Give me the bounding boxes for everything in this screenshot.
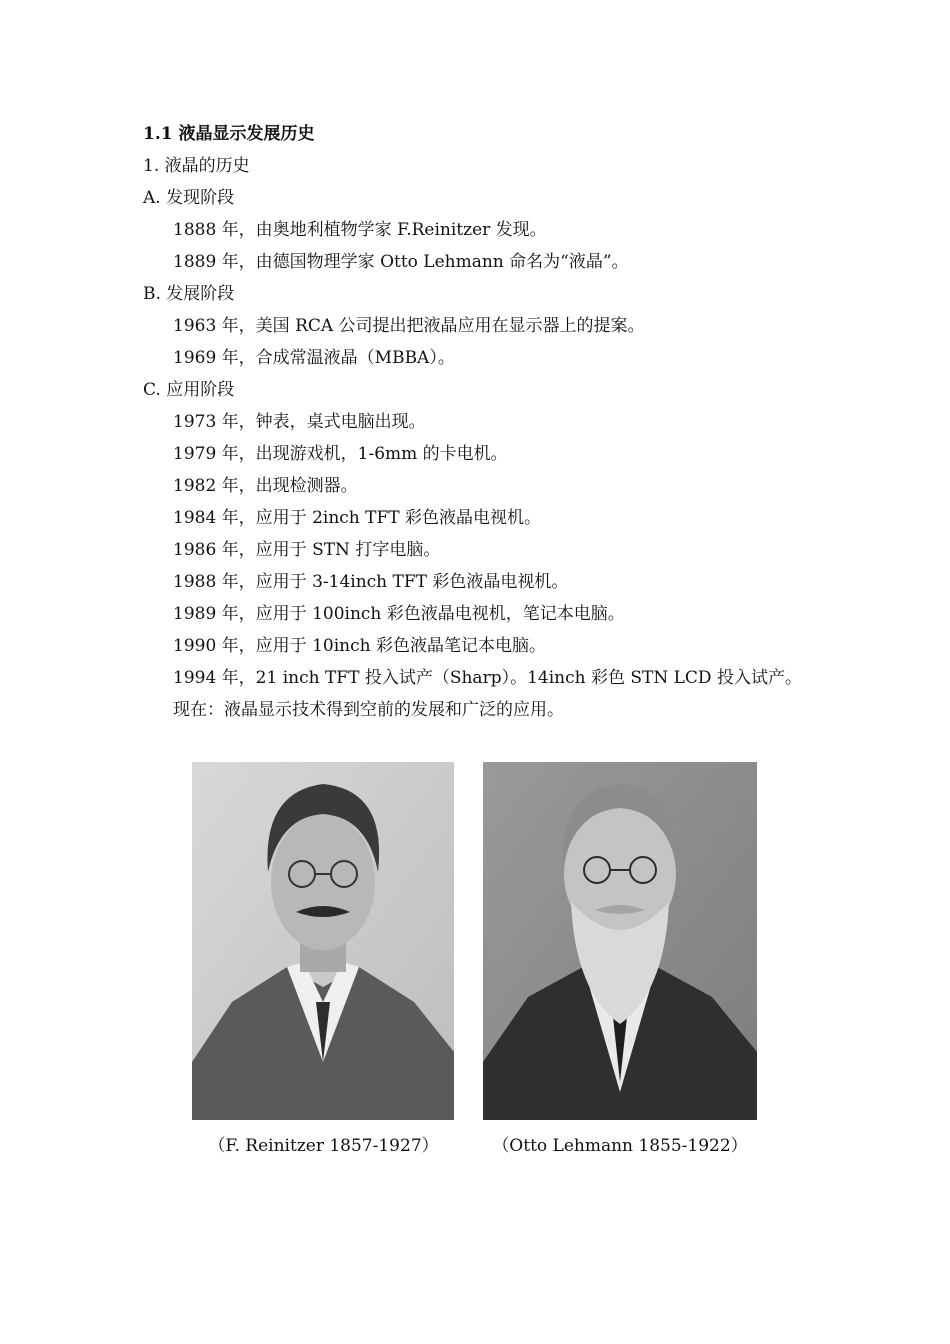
section-title: 1.1 液晶显示发展历史 bbox=[143, 124, 315, 144]
timeline-entry: 1989 年，应用于 100inch 彩色液晶电视机，笔记本电脑。 bbox=[173, 604, 625, 624]
stage-label-discovery: A. 发现阶段 bbox=[143, 188, 235, 208]
stage-label-application: C. 应用阶段 bbox=[143, 380, 235, 400]
caption-lehmann: （Otto Lehmann 1855-1922） bbox=[492, 1136, 748, 1156]
portrait-lehmann bbox=[483, 762, 757, 1120]
timeline-entry: 现在：液晶显示技术得到空前的发展和广泛的应用。 bbox=[173, 700, 564, 720]
timeline-entry: 1988 年，应用于 3-14inch TFT 彩色液晶电视机。 bbox=[173, 572, 569, 592]
timeline-entry: 1994 年，21 inch TFT 投入试产（Sharp）。14inch 彩色 STN LCD 投入试产。 bbox=[173, 668, 802, 688]
portrait-lehmann-image bbox=[483, 762, 757, 1120]
stage-label-development: B. 发展阶段 bbox=[143, 284, 235, 304]
portrait-reinitzer-image bbox=[192, 762, 454, 1120]
text-body bbox=[143, 118, 843, 726]
portrait-reinitzer bbox=[192, 762, 454, 1120]
section-subtitle: 1. 液晶的历史 bbox=[143, 156, 250, 176]
timeline-entry: 1979 年，出现游戏机，1-6mm 的卡电机。 bbox=[173, 444, 508, 464]
timeline-entry: 1973 年，钟表，桌式电脑出现。 bbox=[173, 412, 426, 432]
timeline-entry: 1990 年，应用于 10inch 彩色液晶笔记本电脑。 bbox=[173, 636, 546, 656]
timeline-entry: 1963 年，美国 RCA 公司提出把液晶应用在显示器上的提案。 bbox=[173, 316, 645, 336]
caption-reinitzer: （F. Reinitzer 1857-1927） bbox=[208, 1136, 439, 1156]
timeline-entry: 1889 年，由德国物理学家 Otto Lehmann 命名为“液晶”。 bbox=[173, 252, 629, 272]
timeline-entry: 1984 年，应用于 2inch TFT 彩色液晶电视机。 bbox=[173, 508, 542, 528]
timeline-entry: 1986 年，应用于 STN 打字电脑。 bbox=[173, 540, 441, 560]
timeline-entry: 1888 年，由奥地利植物学家 F.Reinitzer 发现。 bbox=[173, 220, 547, 240]
timeline-entry: 1982 年，出现检测器。 bbox=[173, 476, 358, 496]
timeline-entry: 1969 年，合成常温液晶（MBBA）。 bbox=[173, 348, 455, 368]
